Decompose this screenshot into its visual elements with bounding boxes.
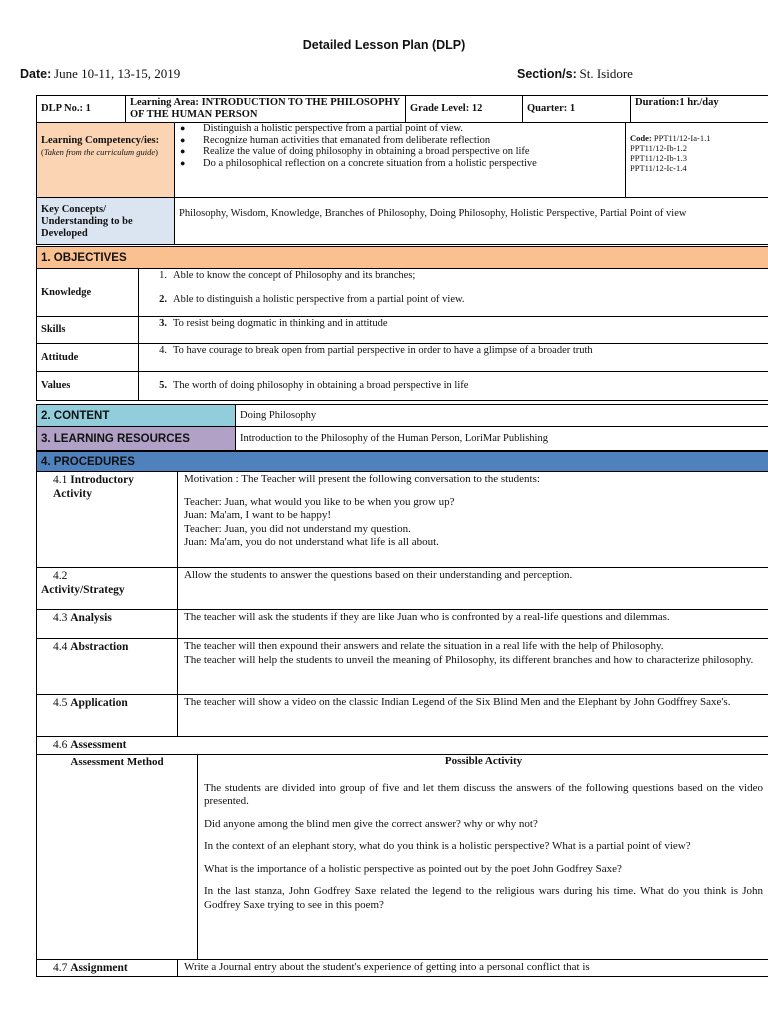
- attitude-cell: 4. To have courage to break open from partial perspective in order to have a glimpse of a broader truth: [139, 344, 768, 372]
- competency-note: (Taken from the curriculum guide): [41, 147, 158, 157]
- competency-label-cell: [37, 123, 175, 198]
- learning-area: Learning Area: INTRODUCTION TO THE PHILOSOPHY OF THE HUMAN PERSON: [126, 96, 406, 123]
- objectives-table: [36, 246, 768, 401]
- objective-item: 2. Able to distinguish a holistic perspective from a partial point of view.: [159, 294, 465, 305]
- code-item: PPT11/12-Ic-1.4: [630, 163, 687, 173]
- knowledge-cell: [139, 269, 768, 317]
- key-concepts-value: Philosophy, Wisdom, Knowledge, Branches of Philosophy, Doing Philosophy, Holistic Perspective, Partial Point of view: [175, 198, 768, 245]
- code-label: Code:: [630, 133, 652, 143]
- activity-text: Allow the students to answer the questions based on their understanding and perception.: [178, 568, 768, 610]
- abstraction-label-cell: 4.4 Abstraction: [37, 639, 178, 695]
- assessment-paragraph: Did anyone among the blind men give the correct answer? why or why not?: [204, 817, 538, 830]
- competency-table: [36, 122, 768, 245]
- attitude-label: Attitude: [37, 344, 139, 372]
- skills-cell: 3. To resist being dogmatic in thinking and in attitude: [139, 317, 768, 344]
- knowledge-label: Knowledge: [37, 269, 139, 317]
- content-heading: 2. CONTENT: [37, 405, 236, 427]
- resources-value: Introduction to the Philosophy of the Human Person, LoriMar Publishing: [236, 427, 768, 451]
- section-label: Section/s:: [517, 67, 577, 81]
- procedures-table: [36, 451, 768, 977]
- analysis-text: The teacher will ask the students if they are like Juan who is confronted by a real-life questions and dilemmas.: [178, 610, 768, 639]
- competency-item: ● Distinguish a holistic perspective from a partial point of view.: [177, 123, 623, 135]
- header-table: [36, 95, 768, 123]
- application-text: The teacher will show a video on the classic Indian Legend of the Six Blind Men and the Elephant by John Godffrey Saxe's.: [178, 695, 768, 737]
- assessment-method-cell: [37, 755, 198, 960]
- key-concepts-label: Key Concepts/ Understanding to be Developed: [37, 198, 175, 245]
- code-item: PPT11/12-Ib-1.2: [630, 143, 688, 153]
- activity-label-cell: 4.2 Activity/Strategy: [37, 568, 178, 610]
- assessment-paragraph: What is the importance of a holistic perspective as pointed out by the poet John Godfrey Saxe?: [204, 862, 622, 875]
- competency-item: ● Realize the value of doing philosophy in obtaining a broad perspective on life: [177, 146, 623, 158]
- assessment-paragraph: The students are divided into group of five and let them discuss the answers of the following questions based on the video presented.: [204, 781, 763, 807]
- skills-label: Skills: [37, 317, 139, 344]
- code-item: PPT11/12-Ia-1.1: [653, 133, 711, 143]
- date-value: June 10-11, 13-15, 2019: [54, 66, 181, 81]
- intro-label-cell: 4.1 Introductory Activity: [37, 472, 178, 568]
- assessment-method-heading: Assessment Method: [70, 756, 164, 768]
- values-cell: 5. The worth of doing philosophy in obtaining a broad perspective in life: [139, 372, 768, 401]
- application-label-cell: 4.5 Application: [37, 695, 178, 737]
- assessment-paragraph: In the context of an elephant story, what do you think is a holistic perspective? What is a partial point of view?: [204, 840, 691, 852]
- dlp-number: DLP No.: 1: [37, 96, 126, 123]
- possible-activity-cell: [198, 755, 768, 960]
- content-value: Doing Philosophy: [236, 405, 768, 427]
- code-item: PPT11/12-Ib-1.3: [630, 153, 688, 163]
- content-table: [36, 404, 768, 451]
- section-value: St. Isidore: [579, 66, 633, 81]
- assignment-text: Write a Journal entry about the student's experience of getting into a personal conflict that is: [178, 960, 768, 977]
- section-line: [517, 66, 633, 82]
- quarter: Quarter: 1: [523, 96, 631, 123]
- competency-item: ● Recognize human activities that emanated from deliberate reflection: [177, 135, 623, 147]
- duration: Duration:1 hr./day: [631, 96, 768, 123]
- objective-item: 1. Able to know the concept of Philosophy and its branches;: [159, 270, 416, 281]
- competency-label: Learning Competency/ies:: [41, 135, 160, 146]
- grade-level: Grade Level: 12: [406, 96, 523, 123]
- competency-list: [177, 123, 623, 169]
- assessment-paragraph: In the last stanza, John Godfrey Saxe related the legend to the religious wars during his time. What do you think is John Godfrey Saxe trying to see in this poem?: [204, 885, 763, 911]
- procedures-heading: 4. PROCEDURES: [37, 452, 768, 472]
- possible-activity-heading: Possible Activity: [444, 755, 523, 767]
- objectives-heading: 1. OBJECTIVES: [37, 247, 768, 269]
- intro-activity: Motivation : The Teacher will present the following conversation to the students: Teacher: Juan, what would you like to be when you grow up? Juan: Ma'am, I want to be happy! Teacher: Juan, you did not understand my question. Juan: Ma'am, you do not understand what life is all about.: [178, 472, 768, 568]
- code-cell: [626, 123, 768, 198]
- competency-item: ● Do a philosophical reflection on a concrete situation from a holistic perspective: [177, 158, 623, 170]
- resources-heading: 3. LEARNING RESOURCES: [37, 427, 236, 451]
- assignment-label-cell: 4.7 Assignment: [37, 960, 178, 977]
- analysis-label-cell: 4.3 Analysis: [37, 610, 178, 639]
- date-line: [20, 66, 180, 82]
- competency-list-cell: [175, 123, 626, 198]
- values-label: Values: [37, 372, 139, 401]
- assessment-label-cell: 4.6 Assessment: [37, 737, 768, 755]
- date-label: Date:: [20, 67, 52, 81]
- abstraction-text: The teacher will then expound their answers and relate the situation in a real life with the help of Philosophy. The teacher will help the students to unveil the meaning of Philosophy, its different branches and how to characterize philosophy.: [178, 639, 768, 695]
- document-title: Detailed Lesson Plan (DLP): [302, 38, 466, 52]
